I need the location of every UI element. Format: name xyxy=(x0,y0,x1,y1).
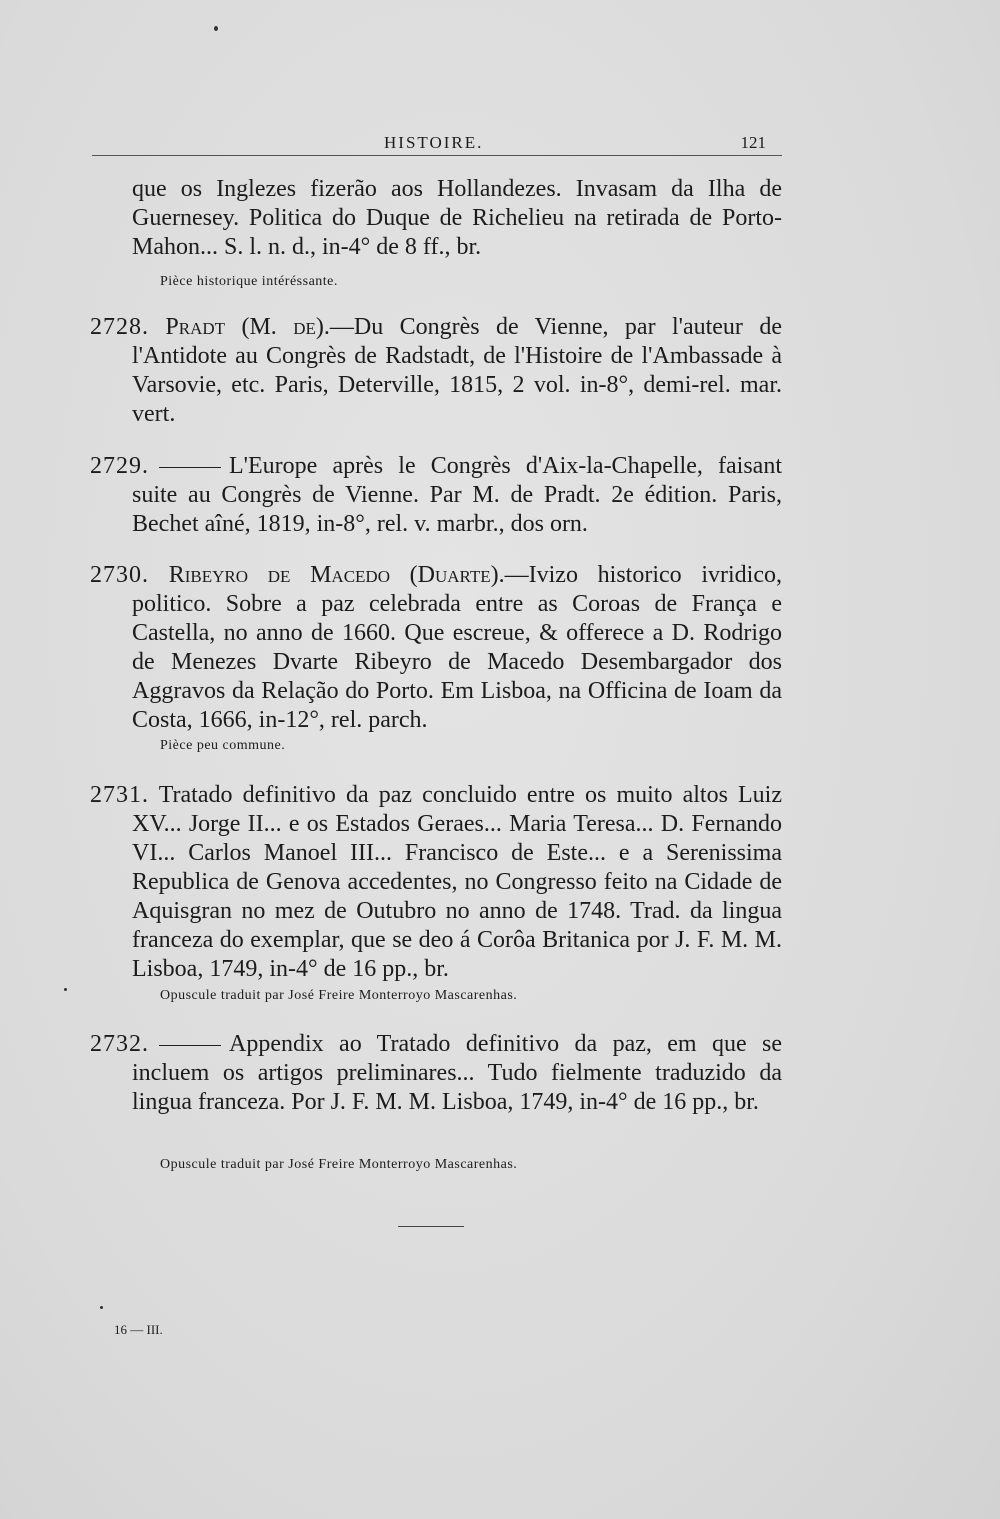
entry-text: L'Europe après le Congrès d'Aix-la-Chapelle, faisant suite au Congrès de Vienne. Par M. de Pradt. 2e édition. Paris, Bechet aîné, 1819, in-8°, rel. v. marbr., dos orn. xyxy=(132,453,782,537)
entry-number: 2729. xyxy=(90,453,149,479)
entry-text: —Ivizo historico ivridico, politico. Sobre a paz celebrada entre as Coroas de França e Castella, no anno de 1660. Que escreue, & offerece a D. Rodrigo de Menezes Dvarte Ribeyro de Macedo Desembargador dos Aggravos da Relação do Porto. Em Lisboa, na Officina de Ioam da Costa, 1666, in-12°, rel. parch. xyxy=(132,562,783,733)
entry-2732 xyxy=(90,1030,782,1117)
entry-number: 2730. xyxy=(90,562,149,588)
entry-note: Pièce peu commune. xyxy=(160,738,286,753)
entry-continuation xyxy=(132,175,782,262)
running-header xyxy=(92,133,782,156)
ditto-dash xyxy=(159,467,221,468)
entry-number: 2731. xyxy=(90,782,149,808)
entry-author: Pradt (M. de). xyxy=(165,314,330,340)
entry-text: Appendix ao Tratado definitivo da paz, em que se incluem os artigos preliminares... Tudo fielmente traduzido da lingua franceza. Por J. F. M. M. Lisboa, 1749, in-4° de 16 pp., br. xyxy=(132,1031,782,1115)
ink-speck xyxy=(214,26,218,31)
entry-note: Pièce historique intéréssante. xyxy=(160,274,338,289)
entry-text: —Du Congrès de Vienne, par l'auteur de l'Antidote au Congrès de Radstadt, de l'Histoire de l'Ambassade à Varsovie, etc. Paris, Deterville, 1815, 2 vol. in-8°, demi-rel. mar. vert. xyxy=(132,314,782,427)
ink-speck xyxy=(100,1306,103,1309)
page-number: 121 xyxy=(740,133,766,152)
ditto-dash xyxy=(159,1045,221,1046)
entry-number: 2732. xyxy=(90,1031,149,1057)
entry-note: Opuscule traduit par José Freire Monterroyo Mascarenhas. xyxy=(160,988,518,1003)
entry-2731 xyxy=(90,781,782,984)
ink-speck xyxy=(64,988,67,991)
entry-2730 xyxy=(90,561,783,735)
end-rule xyxy=(398,1226,464,1227)
entry-text: Tratado definitivo da paz concluido entre os muito altos Luiz XV... Jorge II... e os Estados Geraes... Maria Teresa... D. Fernando VI... Carlos Manoel III... Francisco de Este... e a Serenissima Republica de Genova accedentes, no Congresso feito na Cidade de Aquisgran no mez de Outubro no anno de 1748. Trad. da lingua franceza do exemplar, que se deo á Corôa Britanica por J. F. M. M. Lisboa, 1749, in-4° de 16 pp., br. xyxy=(132,782,782,982)
header-title: HISTOIRE. xyxy=(384,133,484,152)
entry-number: 2728. xyxy=(90,314,149,340)
signature-mark: 16 — III. xyxy=(114,1322,163,1337)
entry-author: Ribeyro de Macedo (Duarte). xyxy=(168,562,505,588)
entry-2729 xyxy=(90,452,782,539)
entry-2728 xyxy=(90,313,782,429)
entry-note: Opuscule traduit par José Freire Monterroyo Mascarenhas. xyxy=(160,1157,518,1172)
entry-text: que os Inglezes fizerão aos Hollandezes. Invasam da Ilha de Guernesey. Politica do Duque de Richelieu na retirada de Porto-Mahon... S. l. n. d., in-4° de 8 ff., br. xyxy=(132,176,782,260)
